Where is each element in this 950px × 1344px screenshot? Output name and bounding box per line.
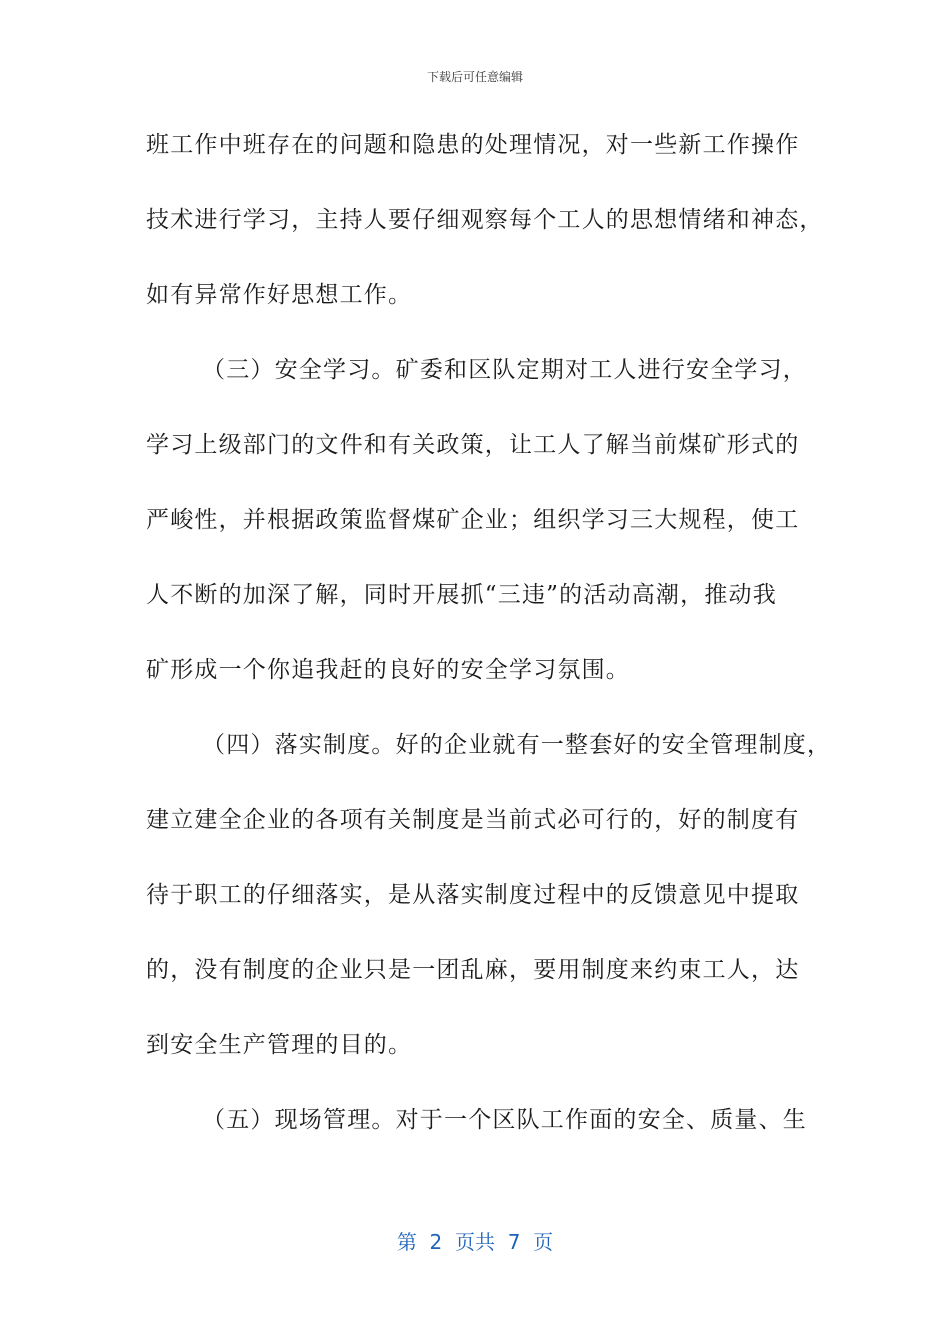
paragraph-line: 待于职工的仔细落实，是从落实制度过程中的反馈意见中提取 <box>146 882 800 908</box>
paragraph-line: 到安全生产管理的目的。 <box>146 1032 413 1058</box>
paragraph-first-line: （五）现场管理。对于一个区队工作面的安全、质量、生 <box>202 1107 807 1133</box>
header-note: 下载后可任意编辑 <box>426 70 523 84</box>
paragraph-line: 技术进行学习，主持人要仔细观察每个工人的思想情绪和神态， <box>146 207 824 233</box>
paragraph-first-line: （三）安全学习。矿委和区队定期对工人进行安全学习， <box>202 357 807 383</box>
paragraph-line: 人不断的加深了解，同时开展抓“三违”的活动高潮，推动我 <box>146 582 777 608</box>
paragraph-line: 班工作中班存在的问题和隐患的处理情况，对一些新工作操作 <box>146 132 800 158</box>
paragraph-line: 矿形成一个你追我赶的良好的安全学习氛围。 <box>146 657 630 683</box>
paragraph-first-line: （四）落实制度。好的企业就有一整套好的安全管理制度， <box>202 732 832 758</box>
paragraph-line: 的，没有制度的企业只是一团乱麻，要用制度来约束工人，达 <box>146 957 800 983</box>
paragraph-line: 建立建全企业的各项有关制度是当前式必可行的，好的制度有 <box>146 807 800 833</box>
paragraph-line: 如有异常作好思想工作。 <box>146 282 413 308</box>
page-footer: 第 2 页共 7 页 <box>396 1230 554 1254</box>
document-body <box>146 128 832 1178</box>
paragraph-line: 学习上级部门的文件和有关政策，让工人了解当前煤矿形式的 <box>146 432 800 458</box>
paragraph-line: 严峻性，并根据政策监督煤矿企业；组织学习三大规程，使工 <box>146 507 800 533</box>
